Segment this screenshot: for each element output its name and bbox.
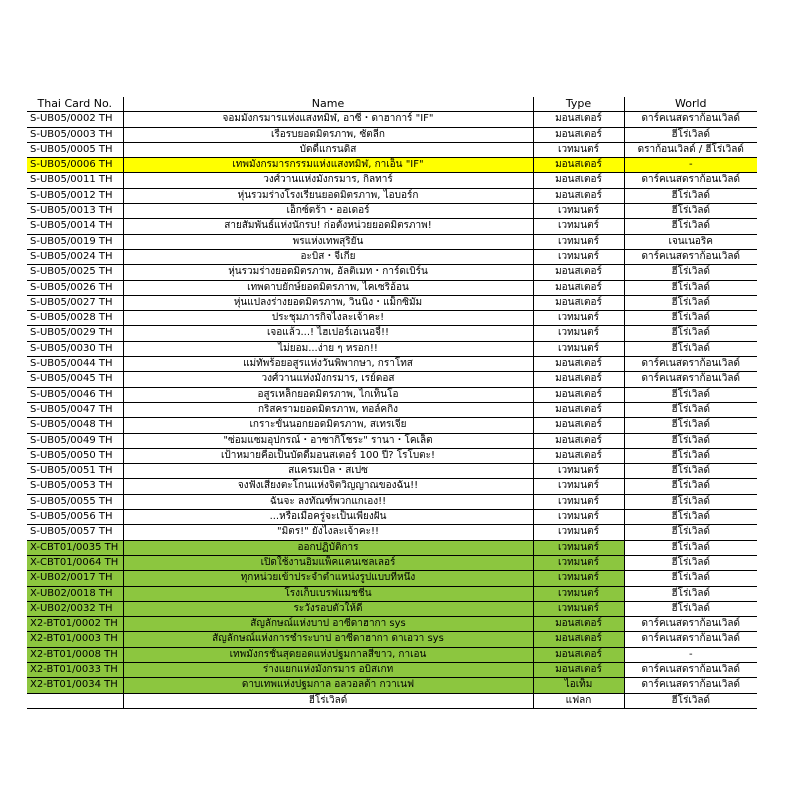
card-type-cell: มอนสเตอร์ bbox=[533, 418, 624, 433]
card-name-cell: "ซ่อมแซมอุปกรณ์・อาซากิโชระ" รานา・โคเล็ต bbox=[123, 433, 533, 448]
card-world-cell: ฮีโร่เวิลด์ bbox=[624, 525, 757, 540]
card-type-cell: เวทมนตร์ bbox=[533, 525, 624, 540]
card-name-cell: อะบิส・จีเกีย bbox=[123, 249, 533, 264]
card-type-cell: เวทมนตร์ bbox=[533, 494, 624, 509]
table-row bbox=[27, 234, 757, 249]
card-type-cell: เวทมนตร์ bbox=[533, 311, 624, 326]
card-type-cell: มอนสเตอร์ bbox=[533, 127, 624, 142]
card-name-cell: ระวังรอบตัวให้ดี bbox=[123, 601, 533, 616]
table-row bbox=[27, 173, 757, 188]
card-world-cell: ฮีโร่เวิลด์ bbox=[624, 204, 757, 219]
card-world-cell: ฮีโร่เวิลด์ bbox=[624, 540, 757, 555]
card-name-cell: สัญลักษณ์แห่งบาป อาซีดาฮากา sys bbox=[123, 617, 533, 632]
table-row bbox=[27, 693, 757, 708]
card-type-cell: เวทมนตร์ bbox=[533, 555, 624, 570]
table-row bbox=[27, 418, 757, 433]
card-type-cell: เวทมนตร์ bbox=[533, 341, 624, 356]
card-name-cell: เป้าหมายคือเป็นบัดดี้มอนสเตอร์ 100 ปี? โรโบตะ! bbox=[123, 448, 533, 463]
card-world-cell: ฮีโร่เวิลด์ bbox=[624, 265, 757, 280]
card-world-cell: ฮีโร่เวิลด์ bbox=[624, 571, 757, 586]
card-number-cell: S-UB05/0046 TH bbox=[27, 387, 123, 402]
card-name-cell: โรงเก็บเบรฟแมชชีน bbox=[123, 586, 533, 601]
card-name-cell: กริสครามยอดมิตรภาพ, ทอล์คกิง bbox=[123, 402, 533, 417]
card-type-cell: มอนสเตอร์ bbox=[533, 402, 624, 417]
card-world-cell: - bbox=[624, 158, 757, 173]
card-number-cell: X2-BT01/0034 TH bbox=[27, 678, 123, 693]
table-row bbox=[27, 540, 757, 555]
card-number-cell: S-UB05/0049 TH bbox=[27, 433, 123, 448]
card-number-cell: S-UB05/0026 TH bbox=[27, 280, 123, 295]
table-row bbox=[27, 387, 757, 402]
header-row bbox=[27, 97, 757, 112]
card-type-cell: มอนสเตอร์ bbox=[533, 188, 624, 203]
card-type-cell: มอนสเตอร์ bbox=[533, 357, 624, 372]
table-row bbox=[27, 662, 757, 677]
card-number-cell: X2-BT01/0002 TH bbox=[27, 617, 123, 632]
header-type: Type bbox=[533, 97, 624, 112]
card-world-cell: ดาร์คเนสดราก้อนเวิลด์ bbox=[624, 173, 757, 188]
card-world-cell: ฮีโร่เวิลด์ bbox=[624, 295, 757, 310]
card-type-cell: เวทมนตร์ bbox=[533, 571, 624, 586]
table-row bbox=[27, 586, 757, 601]
card-type-cell: เวทมนตร์ bbox=[533, 464, 624, 479]
card-world-cell: ดาร์คเนสดราก้อนเวิลด์ bbox=[624, 112, 757, 127]
card-number-cell: X-UB02/0017 TH bbox=[27, 571, 123, 586]
table-row bbox=[27, 402, 757, 417]
card-type-cell: มอนสเตอร์ bbox=[533, 158, 624, 173]
card-name-cell: ฮีโร่เวิลด์ bbox=[123, 693, 533, 708]
card-type-cell: เวทมนตร์ bbox=[533, 540, 624, 555]
table-row bbox=[27, 188, 757, 203]
card-world-cell: ฮีโร่เวิลด์ bbox=[624, 510, 757, 525]
table-row bbox=[27, 433, 757, 448]
card-number-cell: S-UB05/0013 TH bbox=[27, 204, 123, 219]
card-world-cell: ฮีโร่เวิลด์ bbox=[624, 448, 757, 463]
card-world-cell: ดาร์คเนสดราก้อนเวิลด์ bbox=[624, 372, 757, 387]
table-row bbox=[27, 448, 757, 463]
card-name-cell: เทพมังกรชั้นสุดยอดแห่งปฐมกาลสีขาว, กาเอน bbox=[123, 647, 533, 662]
card-type-cell: มอนสเตอร์ bbox=[533, 433, 624, 448]
card-type-cell: มอนสเตอร์ bbox=[533, 617, 624, 632]
card-type-cell: มอนสเตอร์ bbox=[533, 387, 624, 402]
card-type-cell: เวทมนตร์ bbox=[533, 204, 624, 219]
card-number-cell: S-UB05/0048 TH bbox=[27, 418, 123, 433]
table-row bbox=[27, 678, 757, 693]
card-world-cell: ฮีโร่เวิลด์ bbox=[624, 280, 757, 295]
card-number-cell: S-UB05/0024 TH bbox=[27, 249, 123, 264]
card-type-cell: เวทมนตร์ bbox=[533, 249, 624, 264]
table-row bbox=[27, 601, 757, 616]
card-type-cell: มอนสเตอร์ bbox=[533, 280, 624, 295]
table-row bbox=[27, 571, 757, 586]
card-number-cell: S-UB05/0050 TH bbox=[27, 448, 123, 463]
card-number-cell: S-UB05/0014 TH bbox=[27, 219, 123, 234]
card-type-cell: ไอเท็ม bbox=[533, 678, 624, 693]
card-world-cell: ฮีโร่เวิลด์ bbox=[624, 127, 757, 142]
card-number-cell: X2-BT01/0003 TH bbox=[27, 632, 123, 647]
card-name-cell: อสูรเหล็กยอดมิตรภาพ, ไกเท็นโอ bbox=[123, 387, 533, 402]
table-row bbox=[27, 311, 757, 326]
card-number-cell: S-UB05/0029 TH bbox=[27, 326, 123, 341]
card-list-sheet bbox=[27, 97, 757, 709]
card-type-cell: เวทมนตร์ bbox=[533, 510, 624, 525]
card-number-cell: S-UB05/0027 TH bbox=[27, 295, 123, 310]
card-world-cell: ฮีโร่เวิลด์ bbox=[624, 341, 757, 356]
table-row bbox=[27, 142, 757, 157]
card-number-cell: S-UB05/0047 TH bbox=[27, 402, 123, 417]
card-world-cell: ฮีโร่เวิลด์ bbox=[624, 188, 757, 203]
card-name-cell: สายสัมพันธ์แห่งนักรบ! ก่อตั้งหน่วยยอดมิตรภาพ! bbox=[123, 219, 533, 234]
card-name-cell: ฉันจะ ลงทัณฑ์พวกแกเอง!! bbox=[123, 494, 533, 509]
card-world-cell: เจนเนอริค bbox=[624, 234, 757, 249]
table-row bbox=[27, 510, 757, 525]
card-number-cell: S-UB05/0005 TH bbox=[27, 142, 123, 157]
card-world-cell: ดาร์คเนสดราก้อนเวิลด์ bbox=[624, 678, 757, 693]
card-type-cell: มอนสเตอร์ bbox=[533, 173, 624, 188]
table-row bbox=[27, 112, 757, 127]
card-table bbox=[27, 97, 757, 709]
card-name-cell: ประชุมภารกิจไงละเจ้าคะ! bbox=[123, 311, 533, 326]
card-name-cell: ...หรือเมื่อครู่จะเป็นเพียงฝัน bbox=[123, 510, 533, 525]
card-number-cell: S-UB05/0030 TH bbox=[27, 341, 123, 356]
card-number-cell: X-UB02/0032 TH bbox=[27, 601, 123, 616]
card-number-cell: S-UB05/0028 TH bbox=[27, 311, 123, 326]
card-type-cell: เวทมนตร์ bbox=[533, 479, 624, 494]
card-type-cell: แฟลก bbox=[533, 693, 624, 708]
card-type-cell: มอนสเตอร์ bbox=[533, 112, 624, 127]
card-type-cell: มอนสเตอร์ bbox=[533, 372, 624, 387]
header-name: Name bbox=[123, 97, 533, 112]
card-world-cell: ฮีโร่เวิลด์ bbox=[624, 311, 757, 326]
table-row bbox=[27, 295, 757, 310]
card-name-cell: ออกปฏิบัติการ bbox=[123, 540, 533, 555]
card-type-cell: เวทมนตร์ bbox=[533, 142, 624, 157]
card-type-cell: มอนสเตอร์ bbox=[533, 662, 624, 677]
card-number-cell: X2-BT01/0008 TH bbox=[27, 647, 123, 662]
card-name-cell: หุ่นรวมร่างโรงเรียนยอดมิตรภาพ, ไอบอร์ก bbox=[123, 188, 533, 203]
card-name-cell: เจอแล้ว...! ไฮเปอร์เอเนอจี้!! bbox=[123, 326, 533, 341]
card-name-cell: สแครมเบิล・สเปซ bbox=[123, 464, 533, 479]
table-row bbox=[27, 479, 757, 494]
header-card-no: Thai Card No. bbox=[27, 97, 123, 112]
card-type-cell: มอนสเตอร์ bbox=[533, 295, 624, 310]
card-world-cell: ฮีโร่เวิลด์ bbox=[624, 387, 757, 402]
card-name-cell: วงศ์วานแห่งมังกรมาร, กิลทาร์ bbox=[123, 173, 533, 188]
card-number-cell: X-CBT01/0064 TH bbox=[27, 555, 123, 570]
card-world-cell: ดราก้อนเวิลด์ / ฮีโร่เวิลด์ bbox=[624, 142, 757, 157]
card-number-cell: X2-BT01/0033 TH bbox=[27, 662, 123, 677]
table-row bbox=[27, 372, 757, 387]
card-number-cell: S-UB05/0003 TH bbox=[27, 127, 123, 142]
card-number-cell: S-UB05/0056 TH bbox=[27, 510, 123, 525]
card-name-cell: สัญลักษณ์แห่งการชำระบาป อาซีดาฮากา ดาเอวา sys bbox=[123, 632, 533, 647]
table-row bbox=[27, 204, 757, 219]
card-world-cell: ฮีโร่เวิลด์ bbox=[624, 433, 757, 448]
table-row bbox=[27, 280, 757, 295]
table-row bbox=[27, 357, 757, 372]
card-number-cell: S-UB05/0053 TH bbox=[27, 479, 123, 494]
card-type-cell: เวทมนตร์ bbox=[533, 234, 624, 249]
card-name-cell: เทพมังกรมารกรรมแห่งแสงทมิฬ, กาเอ็น "IF" bbox=[123, 158, 533, 173]
card-name-cell: ไม่ยอม...ง่าย ๆ หรอก!! bbox=[123, 341, 533, 356]
table-row bbox=[27, 127, 757, 142]
card-name-cell: เอ็กซ์ตร้า・ออเดอร์ bbox=[123, 204, 533, 219]
table-row bbox=[27, 249, 757, 264]
card-number-cell: S-UB05/0055 TH bbox=[27, 494, 123, 509]
card-type-cell: เวทมนตร์ bbox=[533, 601, 624, 616]
card-type-cell: มอนสเตอร์ bbox=[533, 647, 624, 662]
card-world-cell: ฮีโร่เวิลด์ bbox=[624, 418, 757, 433]
card-name-cell: จอมมังกรมารแห่งแสงทมิฬ, อาซี・ดาฮาการ์ "IF" bbox=[123, 112, 533, 127]
card-name-cell: หุ่นแปลงร่างยอดมิตรภาพ, วินนิ่ง・แม็กซิมัม bbox=[123, 295, 533, 310]
card-number-cell: S-UB05/0057 TH bbox=[27, 525, 123, 540]
card-name-cell: เรือรบยอดมิตรภาพ, ซัตลีก bbox=[123, 127, 533, 142]
card-world-cell: - bbox=[624, 647, 757, 662]
card-number-cell: S-UB05/0051 TH bbox=[27, 464, 123, 479]
table-row bbox=[27, 219, 757, 234]
card-name-cell: แม่ทัพร้อยอสูรแห่งวันพิพากษา, กราโทส bbox=[123, 357, 533, 372]
card-number-cell: X-UB02/0018 TH bbox=[27, 586, 123, 601]
card-world-cell: ฮีโร่เวิลด์ bbox=[624, 464, 757, 479]
card-type-cell: มอนสเตอร์ bbox=[533, 632, 624, 647]
table-row bbox=[27, 265, 757, 280]
card-name-cell: หุ่นรวมร่างยอดมิตรภาพ, อัลติเมท・การ์ดเบิร์น bbox=[123, 265, 533, 280]
card-number-cell: S-UB05/0044 TH bbox=[27, 357, 123, 372]
card-number-cell bbox=[27, 693, 123, 708]
table-row bbox=[27, 525, 757, 540]
card-name-cell: พรแห่งเทพสุริยัน bbox=[123, 234, 533, 249]
card-name-cell: "มิตร!" ยังไงละเจ้าคะ!! bbox=[123, 525, 533, 540]
table-row bbox=[27, 617, 757, 632]
card-world-cell: ดาร์คเนสดราก้อนเวิลด์ bbox=[624, 632, 757, 647]
card-name-cell: บัดดี้แกรนดิส bbox=[123, 142, 533, 157]
card-name-cell: วงศ์วานแห่งมังกรมาร, เรย์ดอส bbox=[123, 372, 533, 387]
card-name-cell: เทพดาบยักษ์ยอดมิตรภาพ, ไคเซริอ้อน bbox=[123, 280, 533, 295]
card-world-cell: ดาร์คเนสดราก้อนเวิลด์ bbox=[624, 662, 757, 677]
card-name-cell: เปิดใช้งานอิมแพ็คแคนเซลเลอร์ bbox=[123, 555, 533, 570]
card-world-cell: ฮีโร่เวิลด์ bbox=[624, 586, 757, 601]
table-row bbox=[27, 326, 757, 341]
card-world-cell: ฮีโร่เวิลด์ bbox=[624, 494, 757, 509]
card-name-cell: ทุกหน่วยเข้าประจำตำแหน่งรูปแบบที่หนึ่ง bbox=[123, 571, 533, 586]
card-world-cell: ฮีโร่เวิลด์ bbox=[624, 326, 757, 341]
card-world-cell: ดาร์คเนสดราก้อนเวิลด์ bbox=[624, 249, 757, 264]
card-name-cell: ร่างแยกแห่งมังกรมาร อบิสเกท bbox=[123, 662, 533, 677]
card-world-cell: ฮีโร่เวิลด์ bbox=[624, 402, 757, 417]
card-world-cell: ดาร์คเนสดราก้อนเวิลด์ bbox=[624, 617, 757, 632]
card-world-cell: ฮีโร่เวิลด์ bbox=[624, 693, 757, 708]
card-number-cell: S-UB05/0019 TH bbox=[27, 234, 123, 249]
card-type-cell: เวทมนตร์ bbox=[533, 586, 624, 601]
card-type-cell: มอนสเตอร์ bbox=[533, 448, 624, 463]
card-world-cell: ฮีโร่เวิลด์ bbox=[624, 601, 757, 616]
card-type-cell: เวทมนตร์ bbox=[533, 326, 624, 341]
table-row bbox=[27, 555, 757, 570]
card-number-cell: S-UB05/0006 TH bbox=[27, 158, 123, 173]
card-name-cell: จงฟังเสียงตะโกนแห่งจิตวิญญาณของฉัน!! bbox=[123, 479, 533, 494]
card-world-cell: ฮีโร่เวิลด์ bbox=[624, 479, 757, 494]
card-number-cell: S-UB05/0045 TH bbox=[27, 372, 123, 387]
card-number-cell: S-UB05/0002 TH bbox=[27, 112, 123, 127]
table-row bbox=[27, 341, 757, 356]
card-name-cell: เกราะขั้นนอกยอดมิตรภาพ, สเทรเจีย bbox=[123, 418, 533, 433]
header-world: World bbox=[624, 97, 757, 112]
card-name-cell: ดาบเทพแห่งปฐมกาล อลวอลด้า กวาเนฟ bbox=[123, 678, 533, 693]
card-number-cell: S-UB05/0012 TH bbox=[27, 188, 123, 203]
card-type-cell: มอนสเตอร์ bbox=[533, 265, 624, 280]
table-row bbox=[27, 647, 757, 662]
card-type-cell: เวทมนตร์ bbox=[533, 219, 624, 234]
table-row bbox=[27, 158, 757, 173]
card-number-cell: S-UB05/0011 TH bbox=[27, 173, 123, 188]
card-world-cell: ฮีโร่เวิลด์ bbox=[624, 219, 757, 234]
card-world-cell: ฮีโร่เวิลด์ bbox=[624, 555, 757, 570]
card-number-cell: S-UB05/0025 TH bbox=[27, 265, 123, 280]
card-world-cell: ดาร์คเนสดราก้อนเวิลด์ bbox=[624, 357, 757, 372]
table-row bbox=[27, 464, 757, 479]
card-number-cell: X-CBT01/0035 TH bbox=[27, 540, 123, 555]
table-row bbox=[27, 494, 757, 509]
table-row bbox=[27, 632, 757, 647]
